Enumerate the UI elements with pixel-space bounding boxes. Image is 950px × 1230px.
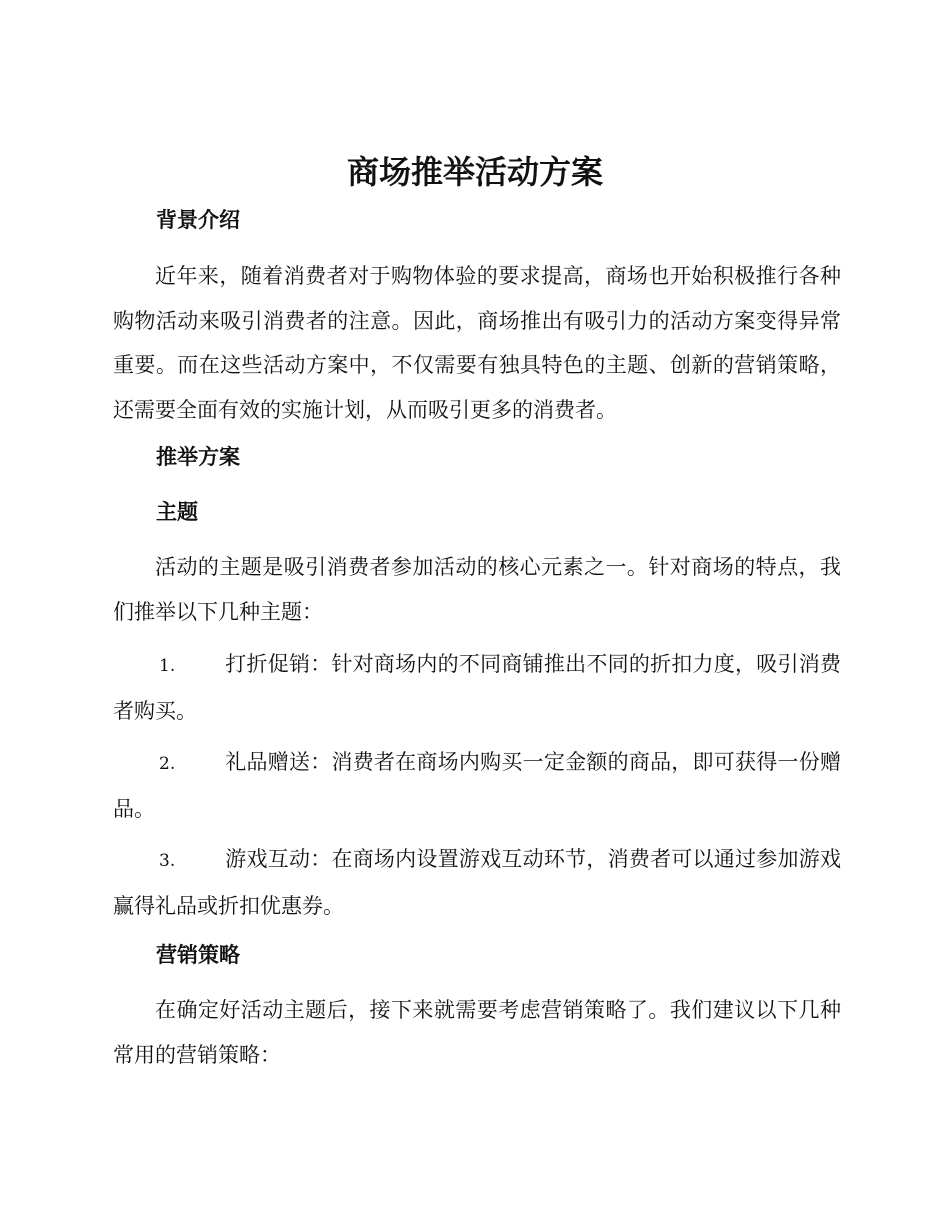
paragraph-theme: 活动的主题是吸引消费者参加活动的核心元素之一。针对商场的特点，我们推举以下几种主题： — [113, 555, 841, 624]
list-item-number: 3. — [159, 851, 176, 871]
heading-theme: 主题 — [156, 500, 198, 524]
paragraph-marketing: 在确定好活动主题后，接下来就需要考虑营销策略了。我们建议以下几种常用的营销策略： — [113, 998, 841, 1067]
list-item — [113, 740, 841, 831]
heading-marketing: 营销策略 — [156, 943, 240, 967]
heading-plan: 推举方案 — [156, 445, 240, 469]
heading-background: 背景介绍 — [156, 208, 240, 232]
paragraph-background: 近年来，随着消费者对于购物体验的要求提高，商场也开始积极推行各种购物活动来吸引消费者的注意。因此，商场推出有吸引力的活动方案变得异常重要。而在这些活动方案中，不仅需要有独具特色的主题、创新的营销策略，还需要全面有效的实施计划，从而吸引更多的消费者。 — [113, 264, 841, 422]
list-item — [113, 642, 841, 733]
list-item-number: 1. — [159, 656, 176, 676]
list-item-text: 打折促销：针对商场内的不同商铺推出不同的折扣力度，吸引消费者购买。 — [113, 652, 841, 723]
document-title: 商场推举活动方案 — [346, 153, 603, 191]
list-item-text: 礼品赠送：消费者在商场内购买一定金额的商品，即可获得一份赠品。 — [113, 750, 841, 821]
list-item — [113, 837, 841, 928]
list-item-number: 2. — [159, 754, 176, 774]
list-item-text: 游戏互动：在商场内设置游戏互动环节，消费者可以通过参加游戏赢得礼品或折扣优惠券。 — [113, 847, 841, 918]
